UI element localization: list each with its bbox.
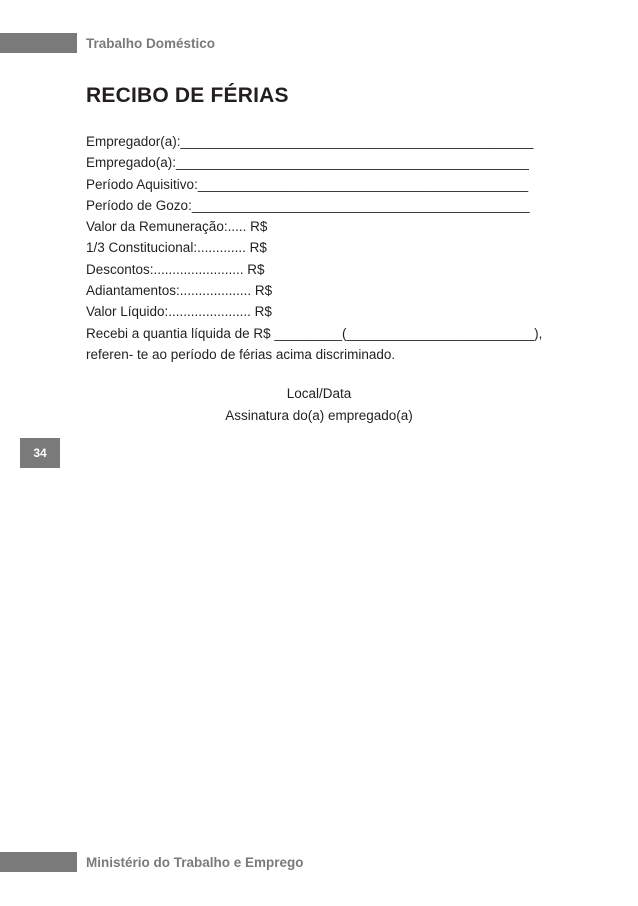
- employee-field: Empregado(a):_______________________________________________: [86, 155, 529, 171]
- acquisition-period-field: Período Aquisitivo:____________________________________________: [86, 176, 529, 192]
- constitutional-third-field: 1/3 Constitucional:............. R$: [86, 240, 267, 256]
- remuneration-field: Valor da Remuneração:..... R$: [86, 219, 268, 235]
- receipt-statement: Recebi a quantia líquida de R$ _________(_________________________), referen- te ao período de férias acima discriminado.: [86, 325, 543, 362]
- footer-title: Ministério do Trabalho e Emprego: [86, 855, 304, 870]
- net-value-field: Valor Líquido:...................... R$: [86, 304, 272, 320]
- vacation-period-field: Período de Gozo:_____________________________________________: [86, 197, 530, 213]
- local-date-label: Local/Data: [286, 386, 352, 401]
- deductions-field: Descontos:........................ R$: [86, 261, 265, 277]
- header-title: Trabalho Doméstico: [86, 36, 216, 51]
- footer-bar: [0, 852, 77, 872]
- employer-field: Empregador(a):_______________________________________________: [86, 134, 534, 149]
- advances-field: Adiantamentos:................... R$: [86, 283, 273, 299]
- page-number: 34: [20, 438, 60, 468]
- header-bar: [0, 33, 77, 53]
- document-title: RECIBO DE FÉRIAS: [86, 84, 289, 107]
- receipt-form: [86, 131, 586, 365]
- signature-label: Assinatura do(a) empregado(a): [225, 408, 413, 423]
